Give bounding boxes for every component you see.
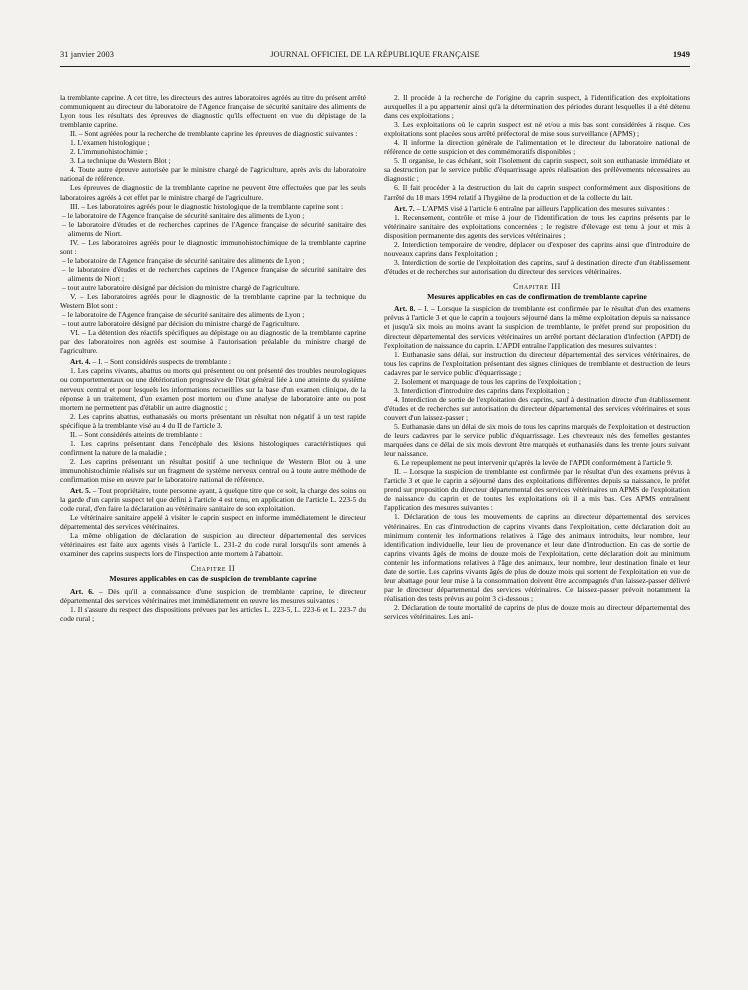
paragraph: 2. L'immunohistochimie ; <box>70 147 148 157</box>
chapter-heading: Chapitre II <box>190 564 236 574</box>
article-text: – Tout propriétaire, toute personne ayant, à quelque titre que ce soit, la charge des soins ou la garde d'un caprin suspect tel que défini à l'article 4 est tenu, en application de l'article L. 223-5 du code rural, d'en faire la déclaration au vétérinaire sanitaire de son exploitation. <box>60 486 366 514</box>
paragraph: Le vétérinaire sanitaire appelé à visiter le caprin suspect en informe immédiatement le directeur départemental des services vétérinaires. <box>60 513 366 532</box>
paragraph: II. – Sont agréées pour la recherche de tremblante caprine les épreuves de diagnostic suivantes : <box>70 129 358 139</box>
article-text: – I. – Sont considérés suspects de tremblante : <box>90 357 232 367</box>
article-label: Art. 6. <box>70 586 94 596</box>
paragraph: Les épreuves de diagnostic de la tremblante caprine ne peuvent être effectuées que par les seuls laboratoires agréés à cet effet par le ministre chargé de l'agriculture. <box>60 183 366 202</box>
list-item: – le laboratoire de l'Agence française de sécurité sanitaire des aliments de Lyon ; <box>62 310 305 320</box>
paragraph: 2. Les caprins abattus, euthanasiés ou morts présentant un résultat non négatif à un test rapide spécifique à la tremblante visé au 4 du II de l'article 3. <box>60 411 366 430</box>
article-paragraph <box>60 587 366 605</box>
list-item: – tout autre laboratoire désigné par décision du ministre chargé de l'agriculture. <box>62 319 300 329</box>
article-text: – I. – Lorsque la suspicion de tremblante est confirmée par le résultat d'un des examens prévus à l'article 3 et que le caprin a toujours séjourné dans la même exploitation depuis sa naissance et jusqu'à six mois au moins avant la suspicion de tremblante, le préfet prend sur proposition du directeur départemental des services vétérinaires un arrêté portant déclaration d'infection (APDI) de l'exploitation de naissance du caprin. L'APDI entraîne l'application des mesures suivantes : <box>384 304 690 350</box>
page-number: 1949 <box>672 50 690 59</box>
chapter-title: Mesures applicables en cas de suspicion de tremblante caprine <box>109 574 317 584</box>
article-text: – Dès qu'il a connaissance d'une suspicion de tremblante caprine, le directeur départemental des services vétérinaires met immédiatement en œuvre les mesures suivantes : <box>60 586 366 605</box>
paragraph: 6. Il fait procéder à la destruction du lait du caprin suspect conformément aux dispositions de l'arrêté du 18 mars 1994 relatif à l'hygiène de la production et de la collecte du lait. <box>384 183 690 202</box>
paragraph: 2. Les caprins présentant un résultat positif à une technique de Western Blot ou à une immunohistochimie réalisés sur un fragment de système nerveux central ou à toute autre méthode de confirmation mise en œuvre par le laboratoire national de référence. <box>60 456 366 484</box>
article-paragraph <box>384 304 690 349</box>
issue-date: 31 janvier 2003 <box>60 50 115 59</box>
chapter-heading: Chapitre III <box>513 281 561 291</box>
paragraph: 4. Interdiction de sortie de l'exploitation des caprins, sauf à destination directe d'un établissement d'études et de recherches sur autorisation du directeur départemental des services vétérinaires et sous couvert d'un laissez-passer ; <box>384 394 690 422</box>
article-label: Art. 5. <box>70 486 91 496</box>
right-column <box>384 93 690 621</box>
article-label: Art. 8. <box>394 304 416 314</box>
paragraph: 1. Les caprins présentant dans l'encéphale des lésions histologiques caractéristiques qui confirment la nature de la maladie ; <box>60 438 366 457</box>
paragraph: III. – Les laboratoires agréés pour le diagnostic histologique de la tremblante caprine sont : <box>70 201 344 211</box>
list-item: – le laboratoire d'études et de recherches caprines de l'Agence française de sécurité sanitaire des aliments de Niort ; <box>62 264 366 283</box>
paragraph: 3. Interdiction de sortie de l'exploitation des caprins, sauf à destination directe d'un établissement d'études et de recherches sur autorisation du directeur des services vétérinaires. <box>384 257 690 276</box>
paragraph: IV. – Les laboratoires agréés pour le diagnostic immunohistochimique de la tremblante caprine sont : <box>60 237 366 256</box>
list-item: – le laboratoire de l'Agence française de sécurité sanitaire des aliments de Lyon ; <box>62 255 305 265</box>
paragraph: 1. Euthanasie sans délai, sur instruction du directeur départemental des services vétérinaires, de tous les caprins de l'exploitation présentant des signes cliniques de tremblante et destruction de leurs cadavres par le service public d'équarrissage ; <box>384 349 690 377</box>
paragraph: 6. Le repeuplement ne peut intervenir qu'après la levée de l'APDI conformément à l'article 9. <box>394 458 673 468</box>
paragraph: 2. Déclaration de toute mortalité de caprins de plus de douze mois au directeur départemental des services vétérinaires. Les ani- <box>384 602 690 621</box>
chapter-title: Mesures applicables en cas de confirmation de tremblante caprine <box>427 291 647 301</box>
list-item: – le laboratoire d'études et de recherches caprines de l'Agence française de sécurité sanitaire des aliments de Niort. <box>62 219 366 238</box>
paragraph: 1. Déclaration de tous les mouvements de caprins au directeur départemental des services vétérinaires. En cas d'introduction de caprins vivants dans l'exploitation, cette déclaration doit au minimum contenir les informations relatives à l'âge des animaux introduits, leur nombre, leur identification individuelle, leur lieu de provenance et leur date d'introduction. En cas de sortie de caprins vivants âgés de moins de douze mois de l'exploitation, cette déclaration doit au minimum contenir les informations relatives à l'âge des animaux, leur nombre, leur destination finale et leur date de sortie. Les caprins vivants âgés de plus de douze mois qui sortent de l'exploitation en vue de leur abattage pour leur mise à la consommation doivent être accompagnés d'un laissez-passer délivré par le directeur départemental des services vétérinaires. Ce laissez-passer prévoit notamment la réalisation des tests prévus au point 3 ci-dessous ; <box>384 512 690 603</box>
paragraph: 4. Toute autre épreuve autorisée par le ministre chargé de l'agriculture, après avis du laboratoire national de référence. <box>60 165 366 184</box>
page-header <box>60 50 690 64</box>
paragraph: V. – Les laboratoires agréés pour le diagnostic de la tremblante caprine par la technique du Western Blot sont : <box>60 292 366 311</box>
article-paragraph <box>60 486 366 513</box>
list-item: – le laboratoire de l'Agence française de sécurité sanitaire des aliments de Lyon ; <box>62 210 305 220</box>
paragraph: 4. Il informe la direction générale de l'alimentation et le directeur du laboratoire national de référence de cette suspicion et des commémoratifs disponibles ; <box>384 138 690 157</box>
header-rule <box>60 66 690 67</box>
paragraph: 1. Les caprins vivants, abattus ou morts qui présentent ou ont présenté des troubles neurologiques ou comportementaux ou une détérioration progressive de l'état général liée à une atteinte du système nerveux central et pour lesquels les informations recueillies sur la base d'un examen clinique, de la réponse à un traitement, d'un examen post mortem ou d'une analyse de laboratoire ante ou post mortem ne permettent pas d'établir un autre diagnostic ; <box>60 366 366 412</box>
paragraph: La même obligation de déclaration de suspicion au directeur départemental des services vétérinaires est faite aux agents visés à l'article L. 231-2 du code rural lorsqu'ils sont amenés à examiner des caprins suspects lors de l'inspection ante mortem à l'abattoir. <box>60 531 366 559</box>
article-paragraph <box>384 204 690 213</box>
paragraph: 3. La technique du Western Blot ; <box>70 156 171 166</box>
article-label: Art. 7. <box>394 203 415 213</box>
left-column <box>60 93 366 623</box>
article-text: – L'APMS visé à l'article 6 entraîne par ailleurs l'application des mesures suivantes : <box>414 203 670 213</box>
paragraph: 5. Euthanasie dans un délai de six mois de tous les caprins marqués de l'exploitation et destruction de leurs cadavres par le service public d'équarrissage. Les chevreaux nés des femelles gestantes marquées dans ce délai de six mois devront être marqués et euthanasiés dans les trente jours suivant leur naissance. <box>384 422 690 459</box>
paragraph: 5. Il organise, le cas échéant, soit l'isolement du caprin suspect, soit son euthanasie immédiate et sa destruction par le service public d'équarrissage après réalisation des prélèvements nécessaires au diagnostic ; <box>384 156 690 184</box>
paragraph: 1. Recensement, contrôle et mise à jour de l'identification de tous les caprins présents par le vétérinaire sanitaire des exploitations concernées ; le registre d'élevage est tenu à jour et mis à disposition permanente des agents des services vétérinaires ; <box>384 212 690 240</box>
paragraph: 3. Les exploitations où le caprin suspect est né et/ou a mis bas sont considérées à risque. Ces exploitations sont placées sous arrêté préfectoral de mise sous surveillance (APMS) ; <box>384 120 690 139</box>
paragraph: 3. Interdiction d'introduire des caprins dans l'exploitation ; <box>394 385 570 395</box>
paragraph: II. – Lorsque la suspicion de tremblante est confirmée par le résultat d'un des examens prévus à l'article 3 et que le caprin a séjourné dans des exploitations différentes depuis sa naissance, le préfet prend sur proposition du directeur départemental des services vétérinaires un APMS de l'exploitation de naissance du caprin et de toutes les exploitations où il a mis bas. Ces APMS entraînent l'application des mesures suivantes : <box>384 467 690 513</box>
article-paragraph <box>60 357 366 366</box>
paragraph: 1. L'examen histologique ; <box>70 138 150 148</box>
paragraph: 1. Il s'assure du respect des dispositions prévues par les articles L. 223-5, L. 223-6 et L. 223-7 du code rural ; <box>60 604 366 623</box>
paragraph: II. – Sont considérés atteints de tremblante : <box>70 429 203 439</box>
paragraph: la tremblante caprine. A cet titre, les directeurs des autres laboratoires agréés au titre du présent arrêté communiquent au directeur du laboratoire de l'Agence française de sécurité sanitaire des aliments de Lyon tous les résultats des épreuves de diagnostic qu'ils effectuent en vue du dépistage de la tremblante caprine. <box>60 93 366 130</box>
paragraph: 2. Il procède à la recherche de l'origine du caprin suspect, à l'identification des exploitations auxquelles il a pu appartenir ainsi qu'à la détermination des périodes durant lesquelles il a été détenu dans ces exploitations ; <box>384 93 690 121</box>
paragraph: 2. Interdiction temporaire de vendre, déplacer ou d'exposer des caprins ainsi que d'introduire de nouveaux caprins dans l'exploitation ; <box>384 239 690 258</box>
journal-title: JOURNAL OFFICIEL DE LA RÉPUBLIQUE FRANÇAISE <box>270 50 480 59</box>
article-label: Art. 4. <box>70 357 91 367</box>
paragraph: VI. – La détention des réactifs spécifiques au dépistage ou au diagnostic de la tremblante caprine par des laboratoires non agréés est soumise à l'autorisation préalable du ministre chargé de l'agriculture. <box>60 328 366 356</box>
list-item: – tout autre laboratoire désigné par décision du ministre chargé de l'agriculture. <box>62 282 300 292</box>
paragraph: 2. Isolement et marquage de tous les caprins de l'exploitation ; <box>394 376 581 386</box>
